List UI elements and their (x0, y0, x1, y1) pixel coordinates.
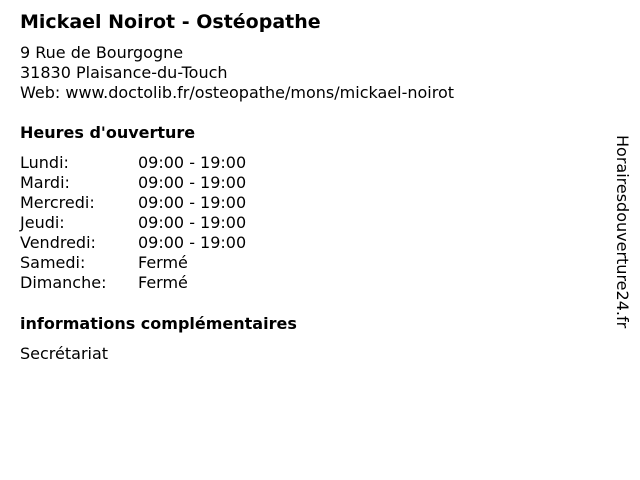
hours-time: Fermé (138, 273, 188, 292)
address-web: Web: www.doctolib.fr/osteopathe/mons/mickael-noirot (20, 83, 454, 102)
hours-day: Samedi: (20, 253, 86, 272)
hours-day: Jeudi: (20, 213, 65, 232)
opening-hours-heading: Heures d'ouverture (20, 123, 196, 142)
hours-row-saturday (20, 253, 246, 273)
hours-time: 09:00 - 19:00 (138, 153, 247, 172)
hours-day: Lundi: (20, 153, 69, 172)
hours-row-tuesday (20, 173, 246, 193)
hours-time: 09:00 - 19:00 (138, 213, 247, 232)
page-title: Mickael Noirot - Ostéopathe (20, 11, 321, 33)
hours-day: Mardi: (20, 173, 70, 192)
hours-day: Mercredi: (20, 193, 95, 212)
site-watermark: Horairesdouverture24.fr (613, 135, 632, 329)
hours-time: 09:00 - 19:00 (138, 173, 247, 192)
hours-row-monday (20, 153, 246, 173)
additional-info-heading: informations complémentaires (20, 314, 297, 333)
hours-day: Dimanche: (20, 273, 107, 292)
hours-row-sunday (20, 273, 246, 293)
hours-row-wednesday (20, 193, 246, 213)
address-street: 9 Rue de Bourgogne (20, 43, 184, 62)
additional-info-text: Secrétariat (20, 344, 109, 363)
hours-row-friday (20, 233, 246, 253)
hours-time: Fermé (138, 253, 188, 272)
address-city: 31830 Plaisance-du-Touch (20, 63, 228, 82)
hours-time: 09:00 - 19:00 (138, 233, 247, 252)
hours-time: 09:00 - 19:00 (138, 193, 247, 212)
hours-day: Vendredi: (20, 233, 96, 252)
hours-row-thursday (20, 213, 246, 233)
opening-hours-table (20, 153, 246, 293)
address-block (20, 43, 454, 103)
